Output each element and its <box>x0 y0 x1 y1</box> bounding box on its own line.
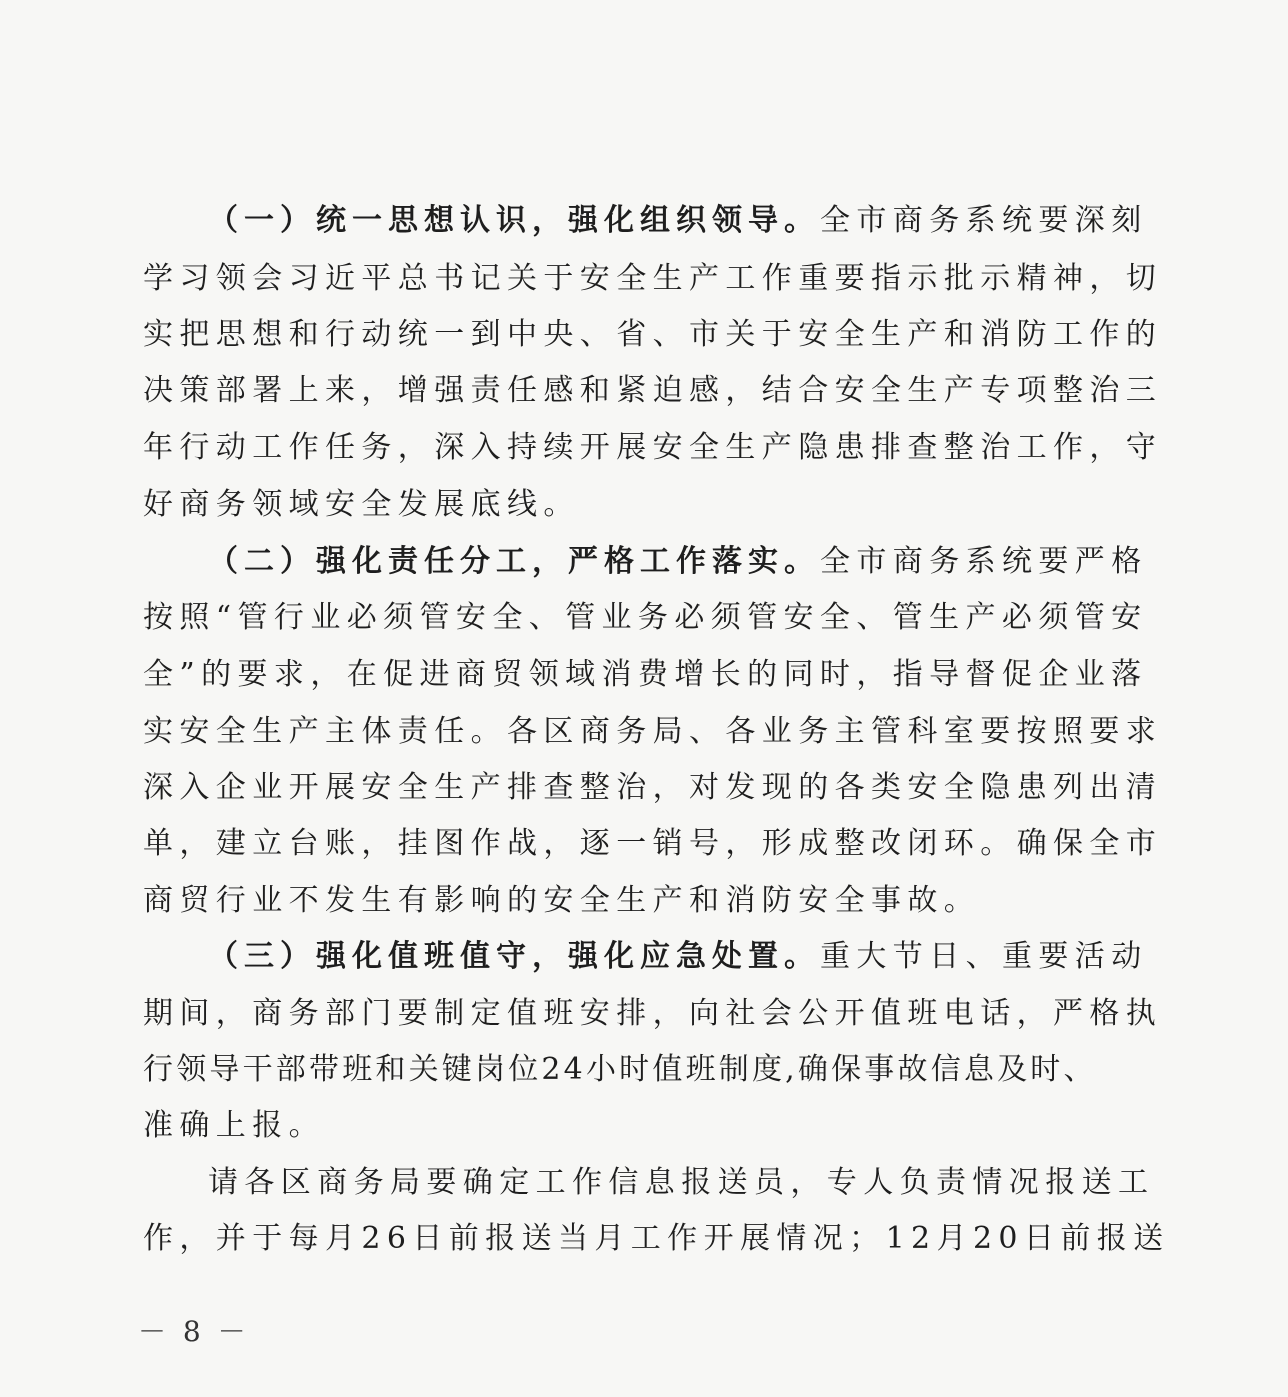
paragraph-2-text: 全市商务系统要严格 <box>820 544 1148 579</box>
paragraph-2-line-3: 全”的要求，在促进商贸领域消费增长的同时，指导督促企业落 <box>143 657 1148 692</box>
paragraph-1-line-1 <box>0 192 1288 250</box>
paragraph-2-line-4: 实安全生产主体责任。各区商务局、各业务主管科室要按照要求 <box>143 714 1163 749</box>
paragraph-2-heading: （二）强化责任分工，严格工作落实。 <box>208 544 820 579</box>
paragraph-3-heading: （三）强化值班值守，强化应急处置。 <box>208 939 820 974</box>
paragraph-3-line-2: 期间，商务部门要制定值班安排，向社会公开值班电话，严格执 <box>143 996 1163 1031</box>
paragraph-4-line-1: 请各区商务局要确定工作信息报送员，专人负责情况报送工 <box>208 1165 1155 1200</box>
paragraph-3-line-3: 行领导干部带班和关键岗位24小时值班制度,确保事故信息及时、 <box>143 1052 1097 1087</box>
paragraph-2-line-5: 深入企业开展安全生产排查整治，对发现的各类安全隐患列出清 <box>143 770 1163 805</box>
paragraph-1-line-5: 年行动工作任务，深入持续开展安全生产隐患排查整治工作，守 <box>143 430 1163 465</box>
paragraph-3-line-4: 准确上报。 <box>143 1108 325 1143</box>
paragraph-1-line-4: 决策部署上来，增强责任感和紧迫感，结合安全生产专项整治三 <box>143 373 1163 408</box>
paragraph-1-text: 全市商务系统要深刻 <box>820 203 1148 238</box>
paragraph-2-line-1 <box>0 533 1288 591</box>
paragraph-1-line-3: 实把思想和行动统一到中央、省、市关于安全生产和消防工作的 <box>143 317 1163 352</box>
paragraph-4-line-2: 作，并于每月26日前报送当月工作开展情况；12月20日前报送 <box>143 1221 1170 1256</box>
paragraph-2-line-7: 商贸行业不发生有影响的安全生产和消防安全事故。 <box>143 883 981 918</box>
paragraph-1-heading: （一）统一思想认识，强化组织领导。 <box>208 203 820 238</box>
paragraph-3-text: 重大节日、重要活动 <box>820 939 1148 974</box>
paragraph-2-line-2: 按照“管行业必须管安全、管业务必须管安全、管生产必须管安 <box>143 600 1148 635</box>
page-number: － 8 － <box>138 1315 250 1348</box>
paragraph-1-line-2: 学习领会习近平总书记关于安全生产工作重要指示批示精神，切 <box>143 261 1163 296</box>
paragraph-1-line-6: 好商务领域安全发展底线。 <box>143 487 580 522</box>
paragraph-2-line-6: 单，建立台账，挂图作战，逐一销号，形成整改闭环。确保全市 <box>143 826 1163 861</box>
paragraph-3-line-1 <box>0 928 1288 986</box>
